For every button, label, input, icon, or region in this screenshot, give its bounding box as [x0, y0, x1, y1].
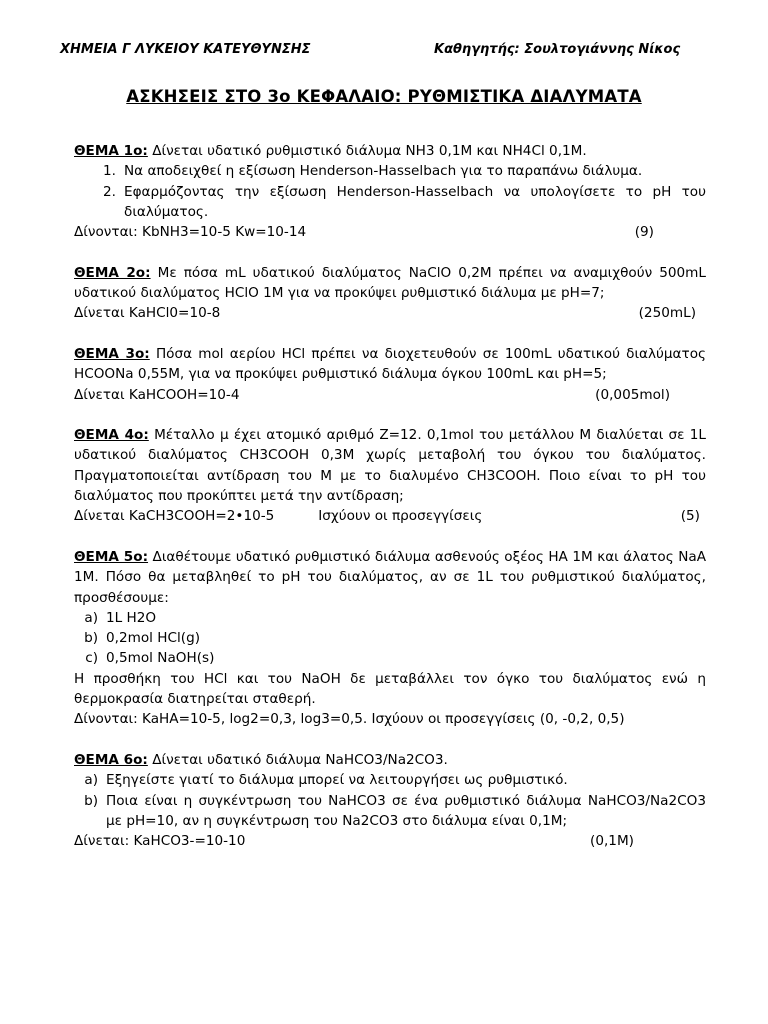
- exercise-6-given: Δίνεται: KaHCO3-=10-10: [74, 833, 246, 850]
- exercise-2-given-line: [74, 303, 706, 323]
- exercise-5-item-a: a) 1L H2O: [84, 609, 157, 626]
- exercise-1-given: Δίνονται: KbNH3=10-5 Kw=10-14: [74, 224, 307, 241]
- exercise-5-label: ΘΕΜΑ 5ο:: [74, 548, 149, 565]
- exercise-4-given-line: [74, 506, 706, 526]
- exercise-3-answer: (0,005mol): [595, 386, 670, 403]
- exercise-4-note: Ισχύουν οι προσεγγίσεις: [318, 508, 483, 525]
- exercise-1-given-line: [74, 222, 706, 242]
- exercise-6-answer: (0,1M): [590, 833, 634, 850]
- exercise-3-text: Πόσα mol αερίου HCl πρέπει να διοχετευθούν σε 100mL υδατικού διαλύματος HCOONa 0,55M, για να προκύψει ρυθμιστικό διάλυμα όγκου 100mL και pH=5;: [74, 345, 706, 383]
- exercise-6: [74, 750, 706, 851]
- exercise-6-item-a: a) Εξηγείστε γιατί το διάλυμα μπορεί να λειτουργήσει ως ρυθμιστικό.: [84, 772, 568, 789]
- exercise-1-intro: Δίνεται υδατικό ρυθμιστικό διάλυμα NH3 0,1M και NH4Cl 0,1M.: [152, 143, 587, 159]
- exercise-6-label: ΘΕΜΑ 6ο:: [74, 751, 148, 768]
- exercise-2-given: Δίνεται KaHCl0=10-8: [74, 305, 221, 322]
- exercise-3-given-line: [74, 385, 706, 405]
- exercise-3: [74, 344, 706, 405]
- exercise-1-answer: (9): [634, 224, 654, 241]
- exercise-5-item-c: c) 0,5mol NaOH(s): [85, 650, 215, 667]
- exercise-6-item-b: b) Ποια είναι η συγκέντρωση του NaHCO3 σε ένα ρυθμιστικό διάλυμα NaHCO3/Na2CO3 με pH=10, αν η συγκέντρωση του Na2CO3 στο διάλυμα είναι 0,1M;: [84, 792, 706, 829]
- exercise-5: [74, 547, 706, 730]
- exercise-4-given: Δίνεται KaCH3COOH=2•10-5: [74, 508, 275, 525]
- exercise-4-label: ΘΕΜΑ 4ο:: [74, 427, 149, 444]
- exercise-2-answer: (250mL): [638, 305, 696, 322]
- exercise-2-text: Με πόσα mL υδατικού διαλύματος NaClO 0,2M πρέπει να αναμιχθούν 500mL υδατικού διαλύματος HClO 1M για να προκύψει ρυθμιστικό διάλυμα με pH=7;: [74, 264, 707, 302]
- exercise-4-answer: (5): [680, 508, 700, 525]
- exercise-4: [74, 425, 706, 526]
- exercise-6-given-line: [74, 831, 706, 851]
- exercise-2-label: ΘΕΜΑ 2ο:: [74, 264, 151, 281]
- exercise-6-intro: Δίνεται υδατικό διάλυμα NaHCO3/Na2CO3.: [152, 751, 448, 768]
- exercise-5-note: Η προσθήκη του HCl και του NaOH δε μεταβάλλει τον όγκο του διαλύματος ενώ η θερμοκρασία διατηρείται σταθερή.: [74, 670, 706, 708]
- exercise-5-item-b: b) 0,2mol HCl(g): [84, 630, 201, 647]
- exercise-1: [74, 141, 706, 242]
- header-teacher: Καθηγητής: Σουλτογιάννης Νίκος: [434, 42, 681, 57]
- exercise-5-text: Διαθέτουμε υδατικό ρυθμιστικό διάλυμα ασθενούς οξέος HA 1M και άλατος NaA 1M. Πόσο θα μεταβληθεί το pH του διαλύματος, αν σε 1L του ρυθμιστικού διαλύματος, προσθέσουμε:: [74, 548, 706, 606]
- exercise-4-text: Μέταλλο μ έχει ατομικό αριθμό Z=12. 0,1mol του μετάλλου Μ διαλύεται σε 1L υδατικού διαλύματος CH3COOH 0,3M χωρίς μεταβολή του όγκου του διαλύματος. Πραγματοποιείται αντίδραση του Μ με το διαλυμένο CH3COOH. Ποιο είναι το pH του διαλύματος που προκύπτει μετά την αντίδραση;: [74, 427, 707, 505]
- exercise-3-label: ΘΕΜΑ 3ο:: [74, 345, 150, 362]
- exercise-1-item-1: 1. Να αποδειχθεί η εξίσωση Henderson-Hasselbach για το παραπάνω διάλυμα.: [103, 163, 643, 180]
- exercise-1-item-2: 2. Εφαρμόζοντας την εξίσωση Henderson-Hasselbach να υπολογίσετε το pH του διαλύματος.: [103, 183, 706, 220]
- page-title: ΑΣΚΗΣΕΙΣ ΣΤΟ 3ο ΚΕΦΑΛΑΙΟ: ΡΥΘΜΙΣΤΙΚΑ ΔΙΑΛΥΜΑΤΑ: [126, 87, 642, 106]
- document-body: [74, 141, 706, 872]
- exercise-1-label: ΘΕΜΑ 1ο:: [74, 143, 148, 159]
- header-course: ΧΗΜΕΙΑ Γ ΛΥΚΕΙΟΥ ΚΑΤΕΥΘΥΝΣΗΣ: [60, 42, 311, 57]
- exercise-5-given: Δίνονται: KaHA=10-5, log2=0,3, log3=0,5. Ισχύουν οι προσεγγίσεις (0, -0,2, 0,5): [74, 711, 625, 728]
- exercise-3-given: Δίνεται KaHCOOH=10-4: [74, 386, 240, 403]
- exercise-2: [74, 263, 706, 324]
